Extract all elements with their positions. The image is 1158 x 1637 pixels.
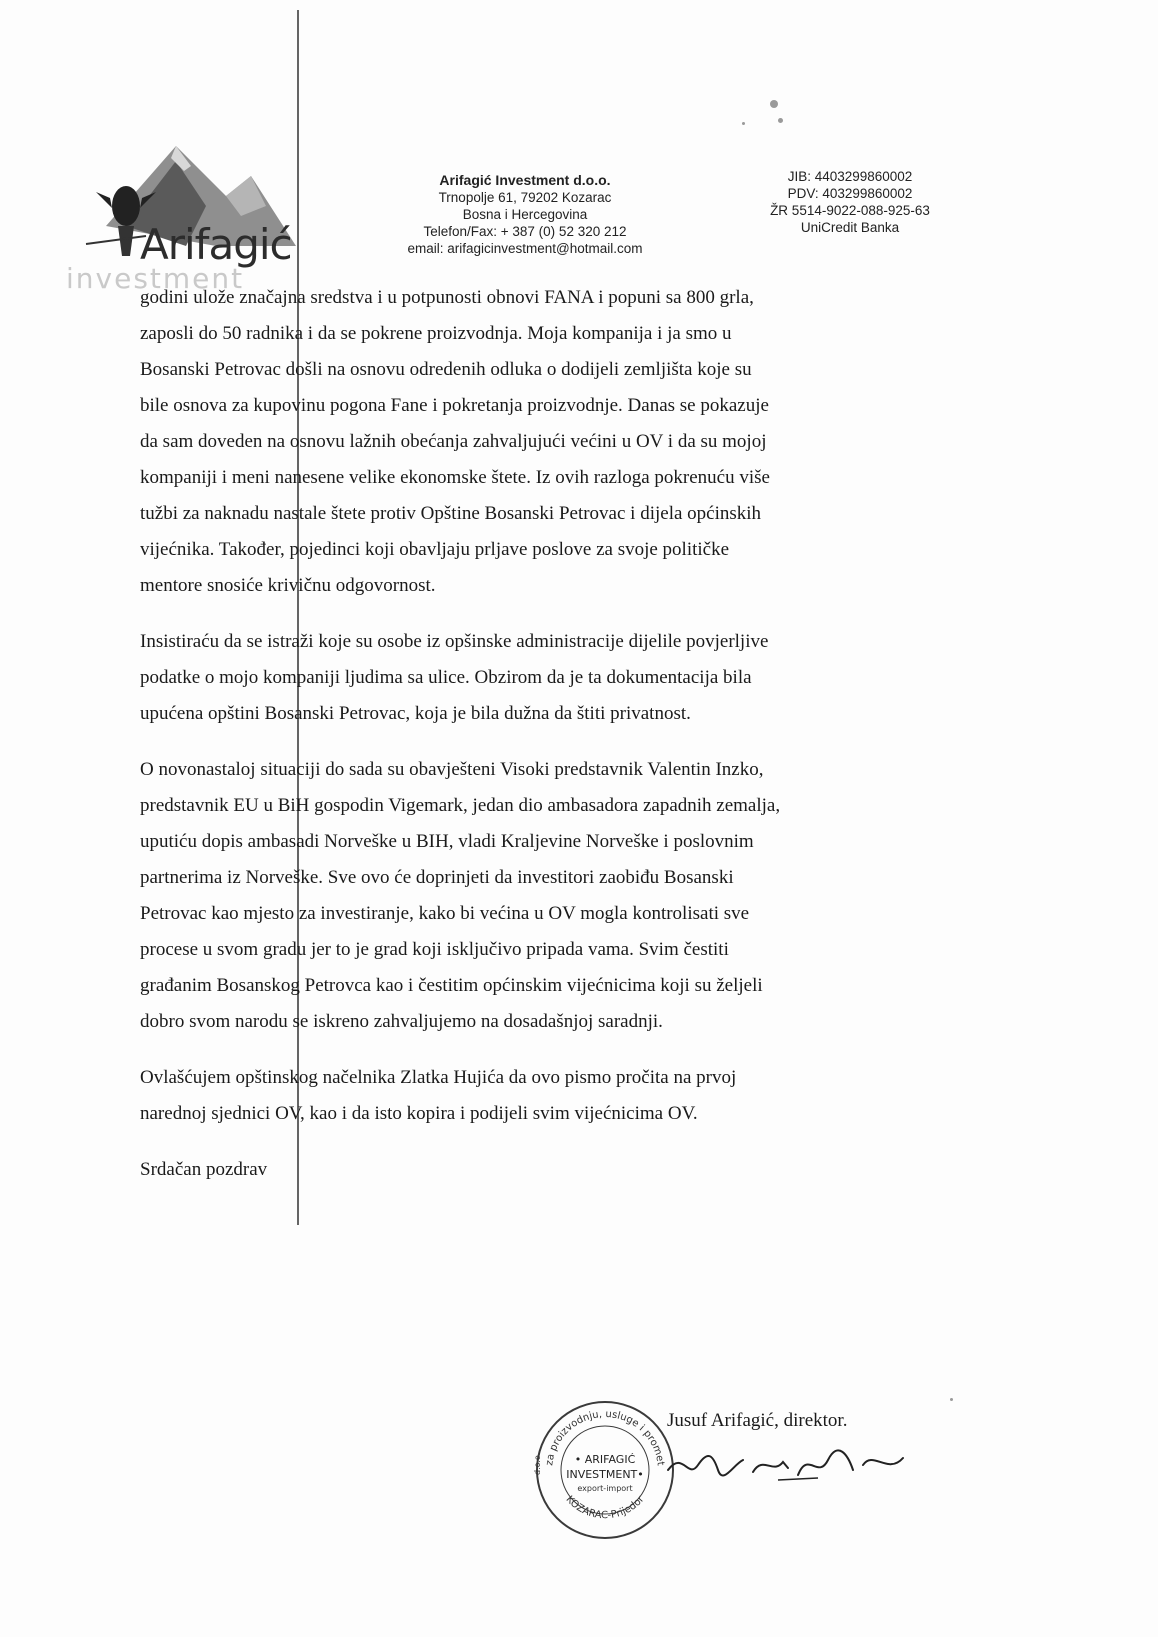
svg-text:KOZARAC-Prijedor (564, 1493, 648, 1521)
text-line: tužbi za naknadu nastale štete protiv Opštine Bosanski Petrovac i dijela općinskih (140, 503, 762, 524)
paragraph (140, 624, 860, 732)
stamp-ring-bottom-text: KOZARAC-Prijedor (563, 1494, 647, 1522)
text-line: godini ulože značajna sredstva i u potpunosti obnovi FANA i popuni sa 800 grla, (140, 287, 754, 308)
text-line: partnerima iz Norveške. Sve ovo će doprinjeti da investitori zaobiđu Bosanski (140, 867, 734, 888)
text-line: Insistiraću da se istraži koje su osobe iz opšinske administracije dijelile povjerljive (140, 631, 769, 652)
company-info-block (345, 172, 705, 257)
text-line: Ovlašćujem opštinskog načelnika Zlatka Hujića da ovo pismo pročita na prvoj (140, 1067, 737, 1088)
stamp-center-line-3: export-import (577, 1484, 633, 1493)
company-name: Arifagić Investment d.o.o. (439, 172, 611, 188)
text-line: građanim Bosanskog Petrovca kao i čestitim općinskim vijećnicima koji su željeli (140, 975, 763, 996)
text-line: predstavnik EU u BiH gospodin Vigemark, jedan dio ambasadora zapadnih zemalja, (140, 795, 781, 816)
company-address: Trnopolje 61, 79202 Kozarac (438, 190, 612, 205)
company-phone: Telefon/Fax: + 387 (0) 52 320 212 (423, 224, 627, 239)
company-registration-block (750, 168, 950, 236)
text-line: zaposli do 50 radnika i da se pokrene proizvodnja. Moja kompanija i ja smo u (140, 323, 732, 344)
text-line: upućena opštini Bosanski Petrovac, koja je bila dužna da štiti privatnost. (140, 703, 691, 724)
signer-name-title: Jusuf Arifagić, direktor. (667, 1410, 848, 1431)
company-bank-name: UniCredit Banka (800, 220, 900, 235)
text-line: da sam doveden na osnovu lažnih obećanja zahvaljujući većini u OV i da su mojoj (140, 431, 767, 452)
paragraph (140, 280, 860, 604)
text-line: vijećnika. Također, pojedinci koji obavljaju prljave poslove za svoje političke (140, 539, 730, 560)
logo-wordmark: Arifagić (140, 220, 292, 269)
scan-speck (742, 122, 745, 125)
stamp-prefix-text: d.o.o. (533, 1452, 542, 1475)
stamp-ring-top-text: za proizvodnju, usluge i promet (544, 1408, 666, 1467)
company-pdv: PDV: 403299860002 (787, 186, 913, 201)
stamp-center-line-1: • ARIFAGIĆ (574, 1453, 636, 1466)
text-line: podatke o mojo kompaniji ljudima sa ulice. Obzirom da je ta dokumentacija bila (140, 667, 752, 688)
text-line: kompaniji i meni nanesene velike ekonomske štete. Iz ovih razloga pokrenuću više (140, 467, 770, 488)
text-line: bile osnova za kupovinu pogona Fane i pokretanja proizvodnje. Danas se pokazuje (140, 395, 769, 416)
company-jib: JIB: 4403299860002 (787, 169, 913, 184)
handwritten-signature-icon (658, 1420, 918, 1500)
text-line: procese u svom gradu jer to je grad koji isključivo pripada vama. Svim čestiti (140, 939, 729, 960)
paragraph (140, 1060, 860, 1132)
letter-body (140, 280, 860, 1188)
text-line: mentore snosiće krivičnu odgovornost. (140, 575, 436, 596)
company-country: Bosna i Hercegovina (462, 207, 588, 222)
paragraph (140, 752, 860, 1040)
company-bank-account: ŽR 5514-9022-088-925-63 (770, 203, 930, 218)
logo-subtext: investment (66, 262, 245, 295)
text-line: Bosanski Petrovac došli na osnovu odredenih odluka o dodijeli zemljišta koje su (140, 359, 752, 380)
text-line: Petrovac kao mjesto za investiranje, kako bi većina u OV mogla kontrolisati sve (140, 903, 750, 924)
text-line: uputiću dopis ambasadi Norveške u BIH, vladi Kraljevine Norveške i poslovnim (140, 831, 754, 852)
scan-speck (778, 118, 783, 123)
scan-speck (950, 1398, 953, 1401)
company-email: email: arifagicinvestment@hotmail.com (407, 241, 643, 256)
stamp-center-line-2: INVESTMENT• (566, 1468, 644, 1481)
scan-speck (770, 100, 778, 108)
text-line: O novonastaloj situaciji do sada su obavješteni Visoki predstavnik Valentin Inzko, (140, 759, 764, 780)
closing-greeting: Srdačan pozdrav (140, 1159, 268, 1180)
text-line: narednoj sjednici OV, kao i da isto kopira i podijeli svim vijećnicima OV. (140, 1103, 698, 1124)
text-line: dobro svom narodu se iskreno zahvaljujemo na dosadašnjoj saradnji. (140, 1011, 663, 1032)
